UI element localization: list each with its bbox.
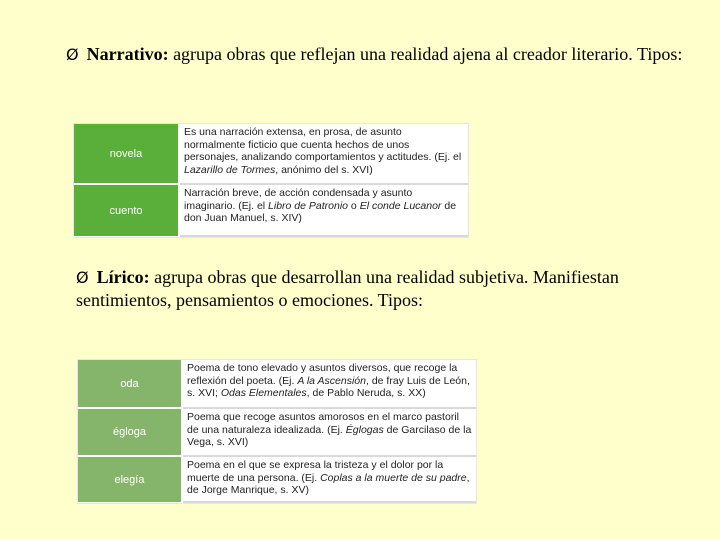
term-oda: oda bbox=[78, 360, 182, 408]
term-egloga: égloga bbox=[78, 408, 182, 456]
term-novela: novela bbox=[74, 124, 179, 184]
narrativo-types-table bbox=[74, 124, 468, 237]
lirico-types-table bbox=[78, 360, 476, 503]
lirico-term: Lírico: bbox=[96, 267, 150, 287]
definition-novela: Es una narración extensa, en prosa, de asunto normalmente ficticio que cuenta hechos de unos personajes, analizando comportamientos y actitudes. (Ej. el Lazarillo de Tormes, anónimo del s. XVI) bbox=[179, 124, 468, 184]
definition-elegia: Poema en el que se expresa la tristeza y el dolor por la muerte de una persona. (Ej. Coplas a la muerte de su padre, de Jorge Manrique, s. XV) bbox=[182, 456, 476, 502]
bullet-arrow-icon: Ø bbox=[76, 268, 89, 287]
term-elegia: elegía bbox=[78, 456, 182, 502]
term-cuento: cuento bbox=[74, 184, 179, 236]
table-row bbox=[78, 360, 476, 408]
bullet-arrow-icon: Ø bbox=[66, 45, 79, 64]
narrativo-text: agrupa obras que reflejan una realidad ajena al creador literario. Tipos: bbox=[168, 44, 683, 64]
table-row bbox=[78, 408, 476, 456]
table-row bbox=[74, 184, 468, 236]
definition-oda: Poema de tono elevado y asuntos diversos, que recoge la reflexión del poeta. (Ej. A la Ascensión, de fray Luis de León, s. XVI; Odas Elementales, de Pablo Neruda, s. XX) bbox=[182, 360, 476, 408]
lirico-paragraph bbox=[76, 266, 686, 311]
table-row bbox=[74, 124, 468, 184]
lirico-text: agrupa obras que desarrollan una realidad subjetiva. Manifiestan sentimientos, pensamientos o emociones. Tipos: bbox=[76, 267, 619, 310]
definition-cuento: Narración breve, de acción condensada y asunto imaginario. (Ej. el Libro de Patronio o El conde Lucanor de don Juan Manuel, s. XIV) bbox=[179, 184, 468, 236]
narrativo-paragraph bbox=[66, 43, 686, 66]
table-row bbox=[78, 456, 476, 502]
narrativo-term: Narrativo: bbox=[86, 44, 169, 64]
definition-egloga: Poema que recoge asuntos amorosos en el marco pastoril de una naturaleza idealizada. (Ej. Églogas de Garcilaso de la Vega, s. XVI) bbox=[182, 408, 476, 456]
